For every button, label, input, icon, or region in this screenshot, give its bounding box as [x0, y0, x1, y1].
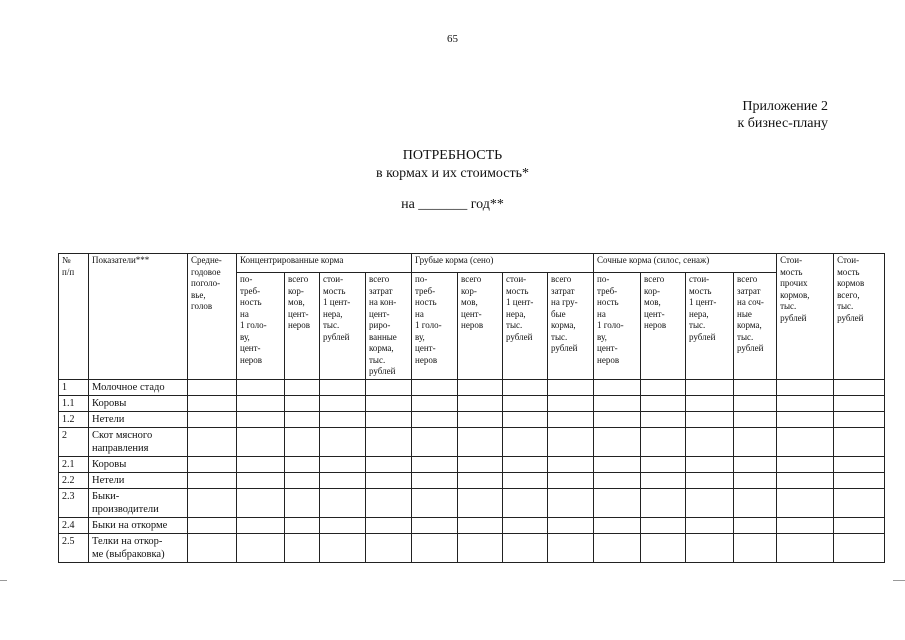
table-cell-empty: [412, 411, 458, 427]
header-indicators: Показатели***: [89, 254, 188, 380]
header-rough-cost-per-centner: стои- мость 1 цент- нера, тыс. рублей: [503, 273, 548, 380]
table-cell-empty: [503, 411, 548, 427]
table-body: [59, 379, 885, 562]
header-conc-need-per-head: по- треб- ность на 1 голо- ву, цент- неров: [237, 273, 285, 380]
table-cell-empty: [237, 411, 285, 427]
row-number: 1.1: [59, 395, 89, 411]
table-cell-empty: [641, 517, 686, 533]
table-cell-empty: [503, 395, 548, 411]
table-cell-empty: [366, 395, 412, 411]
header-rough-total-feed: всего кор- мов, цент- неров: [458, 273, 503, 380]
row-number: 2.5: [59, 533, 89, 562]
table-cell-empty: [188, 517, 237, 533]
table-cell-empty: [188, 395, 237, 411]
table-cell-empty: [834, 411, 885, 427]
table-cell-empty: [412, 533, 458, 562]
table-cell-empty: [458, 411, 503, 427]
table-cell-empty: [188, 411, 237, 427]
table-cell-empty: [320, 517, 366, 533]
table-cell-empty: [412, 456, 458, 472]
table-cell-empty: [594, 533, 641, 562]
table-cell-empty: [548, 427, 594, 456]
table-cell-empty: [834, 488, 885, 517]
table-row: [59, 472, 885, 488]
table-cell-empty: [458, 517, 503, 533]
table-cell-empty: [188, 427, 237, 456]
table-cell-empty: [320, 395, 366, 411]
table-cell-empty: [188, 456, 237, 472]
table-cell-empty: [548, 456, 594, 472]
header-juicy-need-per-head: по- треб- ность на 1 голо- ву, цент- неров: [594, 273, 641, 380]
table-cell-empty: [734, 379, 777, 395]
table-cell-empty: [686, 472, 734, 488]
table-cell-empty: [412, 427, 458, 456]
document-year-line: на _______ год**: [401, 197, 504, 212]
table-cell-empty: [412, 472, 458, 488]
table-cell-empty: [412, 517, 458, 533]
table-cell-empty: [366, 411, 412, 427]
table-cell-empty: [366, 456, 412, 472]
table-cell-empty: [285, 488, 320, 517]
table-cell-empty: [594, 395, 641, 411]
table-cell-empty: [734, 472, 777, 488]
row-label: Нетели: [89, 472, 188, 488]
scan-edge-mark-left: [0, 580, 7, 581]
table-header: [59, 254, 885, 380]
feed-requirements-table: [58, 253, 885, 563]
table-cell-empty: [503, 533, 548, 562]
table-cell-empty: [237, 379, 285, 395]
table-cell-empty: [458, 395, 503, 411]
table-cell-empty: [834, 427, 885, 456]
table-cell-empty: [320, 472, 366, 488]
table-cell-empty: [285, 456, 320, 472]
row-label: Коровы: [89, 456, 188, 472]
row-number: 1: [59, 379, 89, 395]
table-cell-empty: [594, 517, 641, 533]
table-cell-empty: [734, 427, 777, 456]
table-row: [59, 395, 885, 411]
table-cell-empty: [641, 411, 686, 427]
table-cell-empty: [366, 379, 412, 395]
table-row: [59, 427, 885, 456]
table-cell-empty: [503, 379, 548, 395]
table-cell-empty: [237, 472, 285, 488]
row-label: Телки на откор- ме (выбраковка): [89, 533, 188, 562]
table-cell-empty: [641, 488, 686, 517]
header-rough-total-cost: всего затрат на гру- бые корма, тыс. рублей: [548, 273, 594, 380]
table-cell-empty: [734, 488, 777, 517]
table-cell-empty: [686, 411, 734, 427]
header-juicy-cost-per-centner: стои- мость 1 цент- нера, тыс. рублей: [686, 273, 734, 380]
row-number: 2: [59, 427, 89, 456]
table-cell-empty: [641, 456, 686, 472]
header-rough-need-per-head: по- треб- ность на 1 голо- ву, цент- неров: [412, 273, 458, 380]
row-number: 2.2: [59, 472, 89, 488]
table-cell-empty: [548, 395, 594, 411]
table-cell-empty: [734, 395, 777, 411]
table-cell-empty: [412, 379, 458, 395]
table-cell-empty: [366, 427, 412, 456]
table-row: [59, 488, 885, 517]
table-cell-empty: [320, 411, 366, 427]
table-cell-empty: [366, 488, 412, 517]
row-label: Коровы: [89, 395, 188, 411]
header-juicy-feed: Сочные корма (силос, сенаж): [594, 254, 777, 273]
document-title: ПОТРЕБНОСТЬ: [402, 148, 503, 163]
header-concentrated-feed: Концентрированные корма: [237, 254, 412, 273]
row-number: 1.2: [59, 411, 89, 427]
table-cell-empty: [548, 517, 594, 533]
row-label: Быки на откорме: [89, 517, 188, 533]
table-cell-empty: [458, 379, 503, 395]
table-row: [59, 379, 885, 395]
table-cell-empty: [686, 456, 734, 472]
table-cell-empty: [834, 517, 885, 533]
appendix-caption: [737, 98, 828, 132]
header-average-livestock: Средне- годовое поголо- вье, голов: [188, 254, 237, 380]
table-cell-empty: [458, 427, 503, 456]
table-cell-empty: [686, 379, 734, 395]
table-cell-empty: [548, 533, 594, 562]
table-cell-empty: [320, 488, 366, 517]
table-cell-empty: [594, 456, 641, 472]
table-cell-empty: [777, 472, 834, 488]
table-cell-empty: [237, 395, 285, 411]
table-cell-empty: [594, 379, 641, 395]
table-cell-empty: [686, 533, 734, 562]
table-cell-empty: [834, 379, 885, 395]
table-cell-empty: [777, 456, 834, 472]
table-cell-empty: [366, 533, 412, 562]
table-cell-empty: [503, 517, 548, 533]
header-number: № п/п: [59, 254, 89, 380]
table-cell-empty: [594, 488, 641, 517]
header-juicy-total-feed: всего кор- мов, цент- неров: [641, 273, 686, 380]
row-label: Быки- производители: [89, 488, 188, 517]
table-cell-empty: [285, 411, 320, 427]
appendix-line-1: Приложение 2: [742, 99, 828, 114]
table-cell-empty: [285, 533, 320, 562]
table-cell-empty: [641, 427, 686, 456]
table-cell-empty: [285, 395, 320, 411]
row-number: 2.4: [59, 517, 89, 533]
header-total-feed-cost: Стои- мость кормов всего, тыс. рублей: [834, 254, 885, 380]
table-cell-empty: [686, 517, 734, 533]
table-cell-empty: [548, 379, 594, 395]
table-cell-empty: [834, 395, 885, 411]
table-cell-empty: [458, 472, 503, 488]
table-cell-empty: [686, 488, 734, 517]
table-row: [59, 517, 885, 533]
table-cell-empty: [777, 411, 834, 427]
table-cell-empty: [641, 472, 686, 488]
table-cell-empty: [320, 379, 366, 395]
table-cell-empty: [548, 488, 594, 517]
table-cell-empty: [548, 411, 594, 427]
row-number: 2.1: [59, 456, 89, 472]
table-cell-empty: [834, 456, 885, 472]
table-cell-empty: [686, 395, 734, 411]
header-conc-total-cost: всего затрат на кон- цент- риро- ванные корма, тыс. рублей: [366, 273, 412, 380]
table-cell-empty: [503, 427, 548, 456]
row-number: 2.3: [59, 488, 89, 517]
table-cell-empty: [734, 411, 777, 427]
row-label: Молочное стадо: [89, 379, 188, 395]
table-cell-empty: [458, 533, 503, 562]
table-cell-empty: [641, 533, 686, 562]
table-cell-empty: [594, 472, 641, 488]
table-cell-empty: [686, 427, 734, 456]
scan-edge-mark-right: [893, 580, 905, 581]
table-cell-empty: [734, 517, 777, 533]
table-row: [59, 456, 885, 472]
table-cell-empty: [366, 517, 412, 533]
table-cell-empty: [285, 517, 320, 533]
table-cell-empty: [503, 472, 548, 488]
table-cell-empty: [734, 456, 777, 472]
header-rough-feed: Грубые корма (сено): [412, 254, 594, 273]
table-cell-empty: [237, 533, 285, 562]
table-cell-empty: [188, 488, 237, 517]
row-label: Скот мясного направления: [89, 427, 188, 456]
table-cell-empty: [834, 472, 885, 488]
table-cell-empty: [237, 517, 285, 533]
header-juicy-total-cost: всего затрат на соч- ные корма, тыс. рублей: [734, 273, 777, 380]
table-row: [59, 533, 885, 562]
table-cell-empty: [777, 379, 834, 395]
table-cell-empty: [237, 488, 285, 517]
table-cell-empty: [188, 533, 237, 562]
table-cell-empty: [366, 472, 412, 488]
table-cell-empty: [412, 488, 458, 517]
table-cell-empty: [777, 427, 834, 456]
table-cell-empty: [285, 379, 320, 395]
table-row: [59, 411, 885, 427]
table-cell-empty: [594, 427, 641, 456]
table-cell-empty: [503, 456, 548, 472]
table-cell-empty: [503, 488, 548, 517]
table-cell-empty: [548, 472, 594, 488]
table-cell-empty: [237, 456, 285, 472]
document-subtitle: в кормах и их стоимость*: [375, 166, 529, 181]
table-cell-empty: [641, 395, 686, 411]
table-cell-empty: [641, 379, 686, 395]
table-cell-empty: [777, 517, 834, 533]
table-cell-empty: [834, 533, 885, 562]
row-label: Нетели: [89, 411, 188, 427]
table-cell-empty: [320, 456, 366, 472]
table-cell-empty: [237, 427, 285, 456]
table-cell-empty: [777, 488, 834, 517]
table-cell-empty: [458, 488, 503, 517]
table-cell-empty: [285, 472, 320, 488]
table-cell-empty: [285, 427, 320, 456]
table-cell-empty: [188, 472, 237, 488]
header-conc-cost-per-centner: стои- мость 1 цент- нера, тыс. рублей: [320, 273, 366, 380]
table-cell-empty: [412, 395, 458, 411]
table-cell-empty: [458, 456, 503, 472]
header-conc-total-feed: всего кор- мов, цент- неров: [285, 273, 320, 380]
table-cell-empty: [594, 411, 641, 427]
header-other-feed-cost: Стои- мость прочих кормов, тыс. рублей: [777, 254, 834, 380]
table-cell-empty: [777, 395, 834, 411]
table-cell-empty: [320, 427, 366, 456]
table-cell-empty: [734, 533, 777, 562]
table-cell-empty: [188, 379, 237, 395]
table-cell-empty: [777, 533, 834, 562]
appendix-line-2: к бизнес-плану: [737, 116, 828, 131]
page-number: 65: [447, 33, 458, 45]
table-cell-empty: [320, 533, 366, 562]
